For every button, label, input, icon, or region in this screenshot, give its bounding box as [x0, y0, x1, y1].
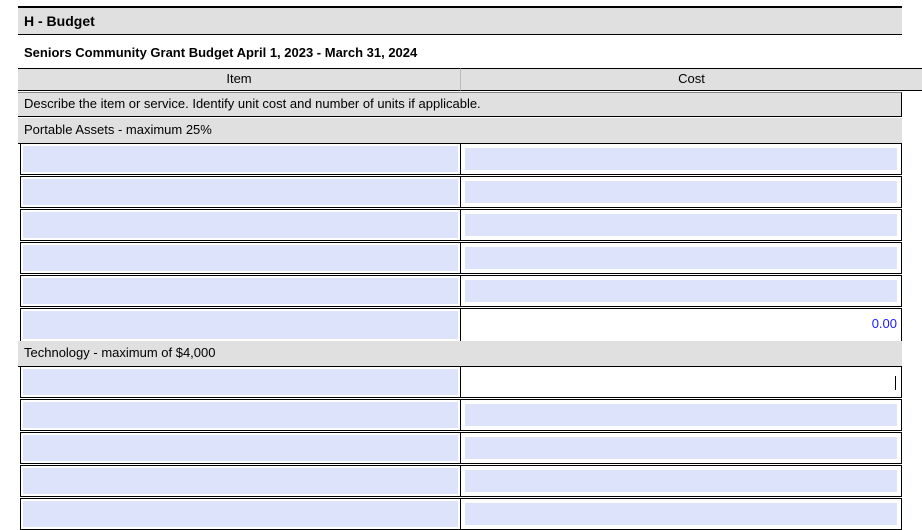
portable-item-field-4[interactable] [20, 242, 461, 274]
portable-cost-field-2[interactable] [460, 176, 902, 208]
portable-item-field-1[interactable] [20, 143, 461, 175]
field-fill[interactable] [465, 214, 897, 236]
portable-cost-field-5[interactable] [460, 275, 902, 307]
portable-item-field-2[interactable] [20, 176, 461, 208]
portable-cost-field-4[interactable] [460, 242, 902, 274]
field-fill[interactable] [23, 311, 458, 339]
field-fill[interactable] [465, 280, 897, 302]
portable-total-label-field[interactable] [20, 308, 461, 342]
instructions-row: Describe the item or service. Identify unit cost and number of units if applicable. [18, 92, 902, 117]
field-fill[interactable] [23, 501, 458, 527]
category-portable-assets: Portable Assets - maximum 25% [18, 118, 902, 144]
table-edge [900, 68, 922, 69]
field-fill[interactable] [23, 146, 458, 172]
field-fill[interactable] [23, 245, 458, 271]
tech-cost-field-5[interactable] [460, 498, 902, 530]
field-fill[interactable] [465, 503, 897, 525]
tech-cost-field-1-active[interactable] [460, 366, 902, 398]
column-header-cost: Cost [460, 68, 922, 91]
portable-cost-field-1[interactable] [460, 143, 902, 175]
field-fill[interactable] [465, 470, 897, 492]
field-fill[interactable] [465, 148, 897, 170]
text-caret [895, 376, 896, 390]
field-fill[interactable] [465, 181, 897, 203]
field-fill[interactable] [465, 437, 897, 459]
portable-item-field-5[interactable] [20, 275, 461, 307]
portable-total-field[interactable] [460, 308, 902, 342]
tech-cost-field-4[interactable] [460, 465, 902, 497]
portable-total-value: 0.00 [871, 316, 897, 331]
field-fill[interactable] [465, 247, 897, 269]
field-fill[interactable] [23, 212, 458, 238]
column-header-item: Item [18, 68, 460, 91]
field-fill[interactable] [465, 404, 897, 426]
tech-item-field-2[interactable] [20, 399, 461, 431]
budget-subtitle: Seniors Community Grant Budget April 1, 2023 - March 31, 2024 [24, 45, 418, 60]
tech-item-field-1[interactable] [20, 366, 461, 398]
tech-cost-field-2[interactable] [460, 399, 902, 431]
field-fill[interactable] [23, 179, 458, 205]
field-fill[interactable] [23, 468, 458, 494]
tech-item-field-3[interactable] [20, 432, 461, 464]
field-fill[interactable] [23, 369, 458, 395]
field-fill[interactable] [23, 278, 458, 304]
section-title: H - Budget [18, 6, 902, 35]
field-fill[interactable] [23, 402, 458, 428]
portable-cost-field-3[interactable] [460, 209, 902, 241]
tech-cost-field-3[interactable] [460, 432, 902, 464]
tech-item-field-5[interactable] [20, 498, 461, 530]
tech-item-field-4[interactable] [20, 465, 461, 497]
field-fill[interactable] [23, 435, 458, 461]
portable-item-field-3[interactable] [20, 209, 461, 241]
category-technology: Technology - maximum of $4,000 [18, 341, 902, 367]
